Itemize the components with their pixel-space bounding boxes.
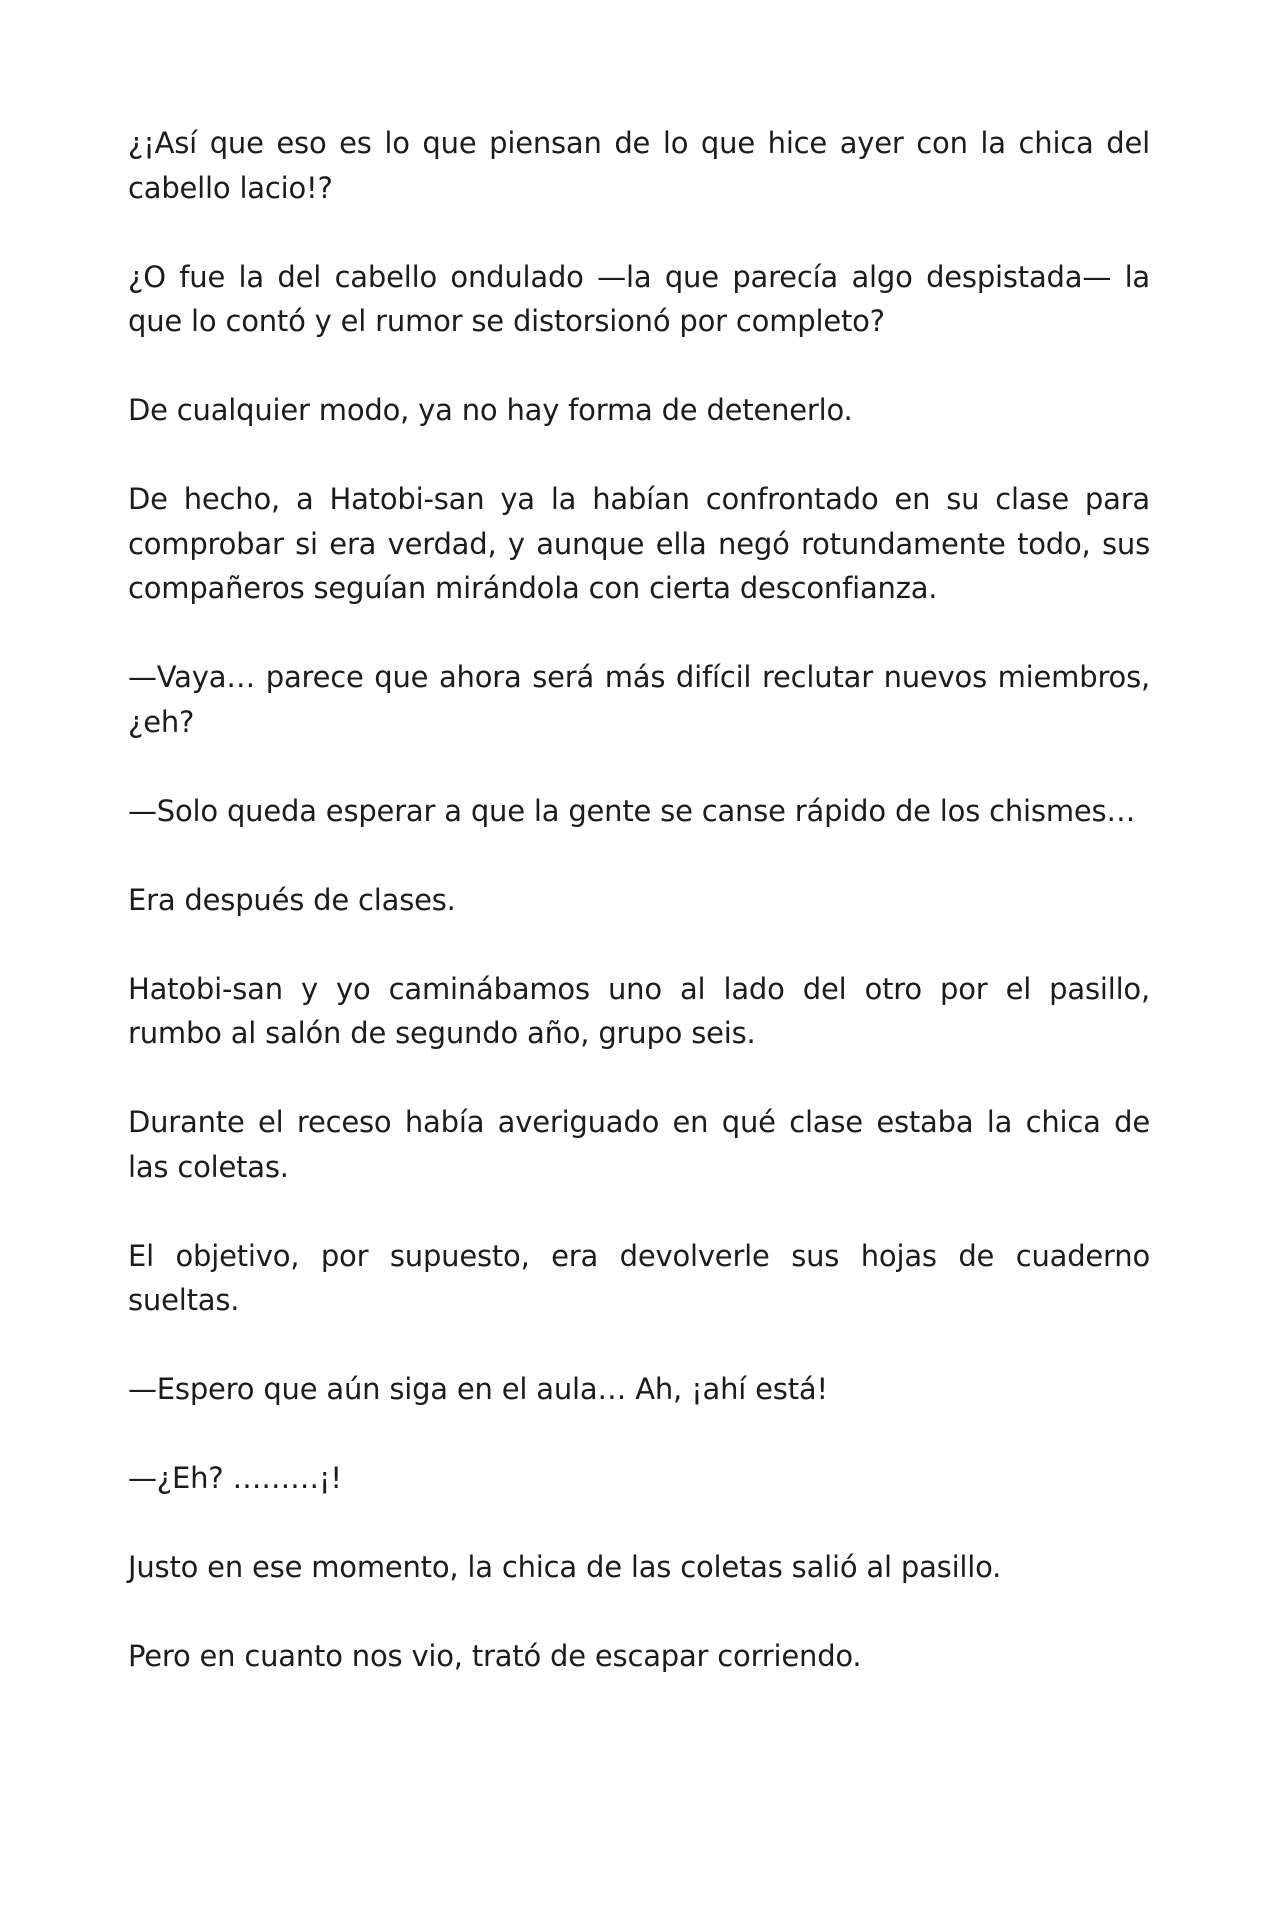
paragraph-14: Pero en cuanto nos vio, trató de escapar corriendo.	[128, 1639, 862, 1673]
paragraph-8: Hatobi-san y yo caminábamos uno al lado del otro por el pasillo, rumbo al salón de segundo año, grupo seis.	[128, 971, 1150, 1050]
dialogue-paragraph-11: —Espero que aún siga en el aula… Ah, ¡ahí está!	[128, 1372, 828, 1406]
paragraph-10: El objetivo, por supuesto, era devolverle sus hojas de cuaderno sueltas.	[128, 1238, 1150, 1317]
document-page	[128, 121, 1150, 1679]
paragraph-13: Justo en ese momento, la chica de las coletas salió al pasillo.	[128, 1550, 1002, 1584]
dialogue-paragraph-5: —Vaya… parece que ahora será más difícil reclutar nuevos miembros, ¿eh?	[128, 660, 1150, 739]
dialogue-paragraph-12: —¿Eh? ………¡!	[128, 1461, 342, 1495]
paragraph-1: ¿¡Así que eso es lo que piensan de lo que hice ayer con la chica del cabello lacio!?	[128, 126, 1150, 205]
paragraph-2: ¿O fue la del cabello ondulado —la que parecía algo despistada— la que lo contó y el rumor se distorsionó por completo?	[128, 259, 1150, 338]
paragraph-3: De cualquier modo, ya no hay forma de detenerlo.	[128, 393, 853, 427]
paragraph-9: Durante el receso había averiguado en qué clase estaba la chica de las coletas.	[128, 1105, 1150, 1184]
paragraph-7: Era después de clases.	[128, 882, 456, 917]
paragraph-4: De hecho, a Hatobi-san ya la habían confrontado en su clase para comprobar si era verdad, y aunque ella negó rotundamente todo, sus compañeros seguían mirándola con cierta desconfianza.	[128, 482, 1150, 605]
dialogue-paragraph-6: —Solo queda esperar a que la gente se canse rápido de los chismes…	[128, 793, 1136, 828]
